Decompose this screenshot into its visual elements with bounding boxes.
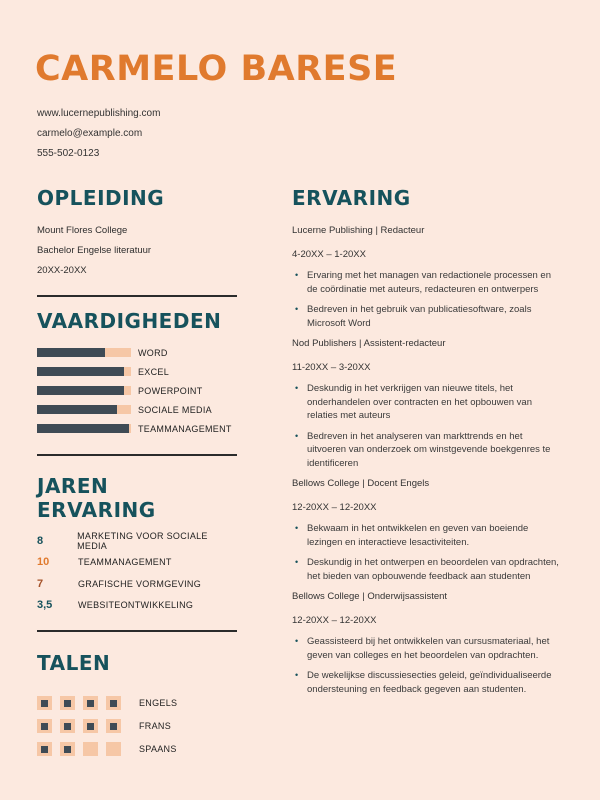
job-bullet: • Deskundig in het ontwerpen en beoordelen van opdrachten, het bieden van opbouwende feedback aan studenten <box>292 556 564 583</box>
skills-section <box>37 309 237 438</box>
contact-email[interactable]: carmelo@example.com <box>37 128 143 139</box>
years-row <box>37 573 237 595</box>
job-dates: 4-20XX – 1-20XX <box>292 249 366 260</box>
language-label: FRANS <box>139 720 172 731</box>
language-row <box>37 737 237 760</box>
skill-label: WORD <box>138 347 168 358</box>
years-value: 7 <box>37 577 44 590</box>
language-row <box>37 691 237 714</box>
years-row <box>37 530 237 552</box>
job-bullets <box>292 269 564 330</box>
skill-level-bar <box>37 386 131 395</box>
level-box-filled <box>60 719 75 733</box>
level-box-filled <box>60 696 75 710</box>
job-bullet: • Ervaring met het managen van redactionele processen en de coördinatie met auteurs, redacteuren en ontwerpers <box>292 269 564 296</box>
skill-label: POWERPOINT <box>138 385 203 396</box>
job-title: Nod Publishers | Assistent-redacteur <box>292 338 446 349</box>
level-box-filled <box>106 696 121 710</box>
languages-section <box>37 651 237 760</box>
job-entry <box>292 224 564 330</box>
years-value: 10 <box>37 556 50 569</box>
job-dates: 11-20XX – 3-20XX <box>292 362 371 373</box>
years-label: GRAFISCHE VORMGEVING <box>78 578 202 589</box>
job-entry <box>292 337 564 470</box>
job-entry <box>292 590 564 696</box>
level-box-filled <box>37 696 52 710</box>
language-level-boxes <box>37 696 129 710</box>
level-box-filled <box>106 719 121 733</box>
section-divider <box>37 454 237 456</box>
skill-row <box>37 381 237 400</box>
job-title: Bellows College | Docent Engels <box>292 478 430 489</box>
job-bullet: • Bedreven in het gebruik van publicatiesoftware, zoals Microsoft Word <box>292 303 564 330</box>
level-box-filled <box>83 719 98 733</box>
skill-row <box>37 400 237 419</box>
languages-heading: TALEN <box>37 651 111 675</box>
education-degree: Bachelor Engelse literatuur <box>37 245 152 256</box>
job-title: Lucerne Publishing | Redacteur <box>292 225 425 236</box>
skill-level-bar <box>37 367 131 376</box>
education-section <box>37 186 237 281</box>
experience-heading: ERVARING <box>292 186 411 210</box>
job-dates: 12-20XX – 12-20XX <box>292 502 377 513</box>
skill-level-bar <box>37 405 131 414</box>
skill-level-fill <box>37 367 124 376</box>
skill-level-bar <box>37 424 131 433</box>
job-bullet: • De wekelijkse discussiesecties geleid, geïndividualiseerde ondersteuning en feedback gegeven aan studenten. <box>292 669 564 696</box>
job-entry <box>292 477 564 583</box>
languages-list <box>37 691 237 760</box>
skill-row <box>37 419 237 438</box>
years-row <box>37 595 237 617</box>
skill-level-fill <box>37 424 129 433</box>
experience-list <box>292 224 564 696</box>
level-box-filled <box>83 696 98 710</box>
experience-section <box>292 186 564 703</box>
education-details <box>37 221 237 281</box>
level-box-filled <box>37 742 52 756</box>
candidate-name: CARMELO BARESE <box>35 49 398 89</box>
level-box-empty <box>106 742 121 756</box>
years-value: 8 <box>37 534 44 547</box>
job-bullet: • Deskundig in het verkrijgen van nieuwe titels, het onderhandelen over contracten en het opbouwen van relaties met auteurs <box>292 382 564 423</box>
skills-heading: VAARDIGHEDEN <box>37 309 222 333</box>
job-title: Bellows College | Onderwijsassistent <box>292 591 448 602</box>
job-bullet: • Geassisteerd bij het ontwikkelen van cursusmateriaal, het geven van colleges en het beoordelen van opdrachten. <box>292 635 564 662</box>
skill-row <box>37 343 237 362</box>
skills-list <box>37 343 237 438</box>
language-label: ENGELS <box>139 697 178 708</box>
skill-label: TEAMMANAGEMENT <box>138 423 232 434</box>
education-school: Mount Flores College <box>37 225 128 236</box>
years-experience-section <box>37 474 237 616</box>
skill-level-fill <box>37 405 117 414</box>
job-bullets <box>292 382 564 470</box>
level-box-empty <box>83 742 98 756</box>
years-label: TEAMMANAGEMENT <box>78 557 172 568</box>
section-divider <box>37 295 237 297</box>
years-label: MARKETING VOOR SOCIALE MEDIA <box>77 530 208 551</box>
level-box-filled <box>60 742 75 756</box>
job-bullet: • Bedreven in het analyseren van markttrends en het uitvoeren van onderzoek om winstgevende boekgenres te identificeren <box>292 430 564 471</box>
job-dates: 12-20XX – 12-20XX <box>292 615 377 626</box>
level-box-filled <box>37 719 52 733</box>
years-label: WEBSITEONTWIKKELING <box>78 600 194 611</box>
skill-level-fill <box>37 348 105 357</box>
job-bullets <box>292 635 564 696</box>
language-level-boxes <box>37 719 129 733</box>
language-label: SPAANS <box>139 743 177 754</box>
skill-level-fill <box>37 386 124 395</box>
skill-label: EXCEL <box>138 366 170 377</box>
years-experience-list <box>37 530 237 616</box>
skill-level-bar <box>37 348 131 357</box>
years-row <box>37 552 237 574</box>
job-bullets <box>292 522 564 583</box>
language-row <box>37 714 237 737</box>
section-divider <box>37 630 237 632</box>
skill-row <box>37 362 237 381</box>
contact-website[interactable]: www.lucernepublishing.com <box>37 108 161 119</box>
years-experience-heading-line2: ERVARING <box>37 498 156 522</box>
language-level-boxes <box>37 742 129 756</box>
education-years: 20XX-20XX <box>37 265 87 276</box>
contact-block <box>37 104 160 164</box>
job-bullet: • Bekwaam in het ontwikkelen en geven van boeiende lezingen en interactieve lesactiviteiten. <box>292 522 564 549</box>
education-heading: OPLEIDING <box>37 186 165 210</box>
years-experience-heading-line1: JAREN <box>37 474 109 498</box>
contact-phone: 555-502-0123 <box>37 148 100 159</box>
skill-label: SOCIALE MEDIA <box>138 404 212 415</box>
years-value: 3,5 <box>37 599 53 612</box>
